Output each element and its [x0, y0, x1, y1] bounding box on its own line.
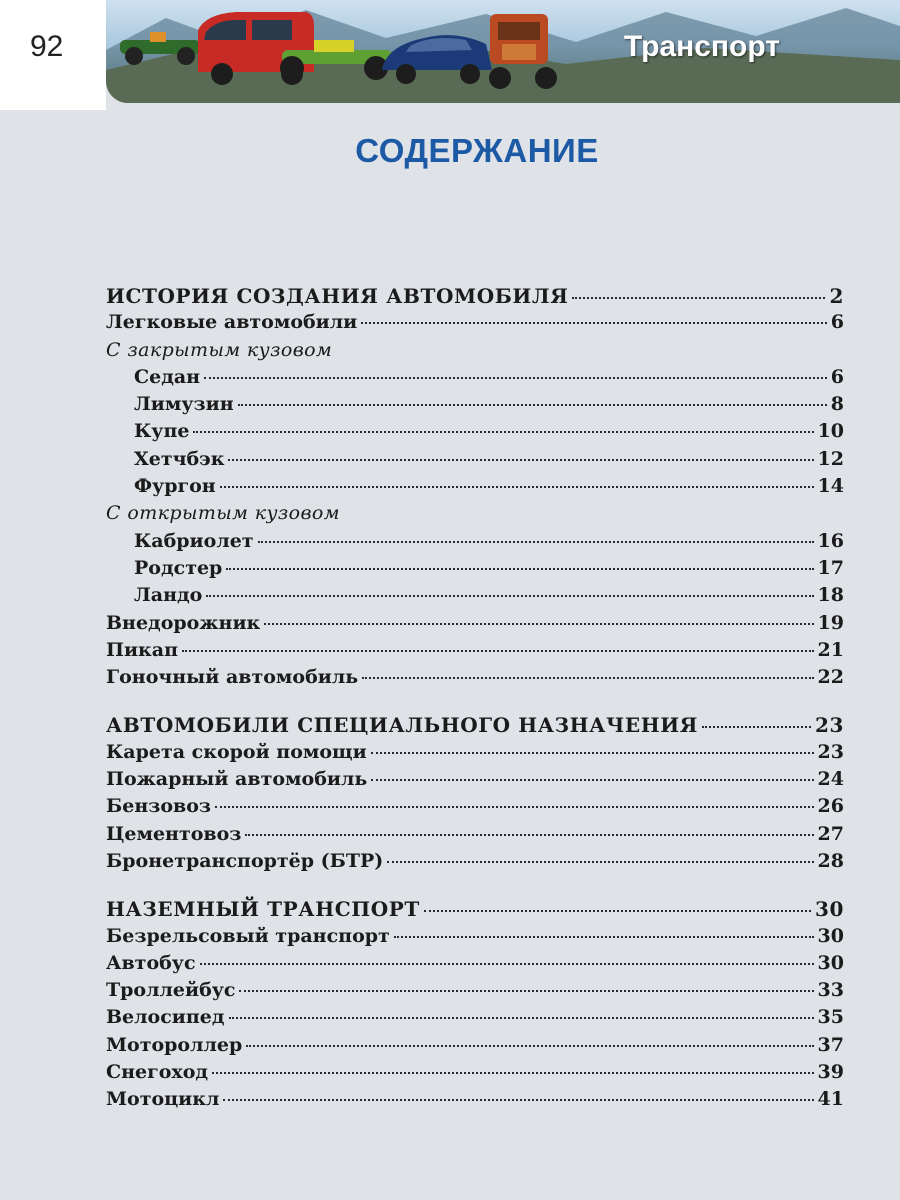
- toc-entry-page: 30: [817, 951, 844, 974]
- toc-entry[interactable]: [106, 502, 844, 529]
- toc-entry-label: Гоночный автомобиль: [106, 666, 359, 689]
- toc-entry[interactable]: [106, 979, 844, 1006]
- toc-entry[interactable]: [106, 557, 844, 584]
- toc-entry-label: ИСТОРИЯ СОЗДАНИЯ АВТОМОБИЛЯ: [106, 284, 569, 308]
- dot-leader: [193, 431, 813, 433]
- toc-entry-label: Велосипед: [106, 1006, 225, 1029]
- toc-entry[interactable]: [106, 448, 844, 475]
- dot-leader: [200, 963, 814, 965]
- toc-entry-page: 23: [814, 713, 844, 738]
- toc-entry[interactable]: [106, 1034, 844, 1061]
- toc-entry[interactable]: [106, 584, 844, 611]
- page-number: 92: [30, 30, 64, 63]
- page-margin: [0, 0, 106, 110]
- toc-entry-page: 17: [817, 556, 844, 579]
- toc-entry-page: 19: [817, 611, 844, 634]
- dot-leader: [226, 568, 813, 570]
- toc-entry[interactable]: [106, 1088, 844, 1115]
- toc-entry-label: Безрельсовый транспорт: [106, 924, 390, 947]
- toc-entry[interactable]: [106, 339, 844, 366]
- toc-entry-page: 26: [817, 795, 844, 818]
- toc-entry-label: Мотороллер: [106, 1033, 243, 1056]
- dot-leader: [572, 297, 825, 299]
- toc-entry-label: Бензовоз: [106, 795, 212, 818]
- toc-entry-label: С открытым кузовом: [106, 502, 340, 525]
- toc-entry-page: 14: [817, 475, 844, 498]
- toc-entry[interactable]: [106, 850, 844, 877]
- toc-entry-label: Ландо: [134, 584, 203, 607]
- toc-entry[interactable]: [106, 952, 844, 979]
- contents-heading: СОДЕРЖАНИЕ: [355, 132, 599, 169]
- toc-entry-label: Родстер: [134, 556, 223, 579]
- toc-entry[interactable]: [106, 768, 844, 795]
- toc-entry-page: 12: [817, 447, 844, 470]
- toc-entry-page: 8: [830, 393, 844, 416]
- toc-entry-page: 33: [817, 979, 844, 1002]
- dot-leader: [182, 650, 814, 652]
- dot-leader: [394, 936, 814, 938]
- toc-entry-page: 6: [830, 365, 844, 388]
- toc-entry-page: 35: [817, 1006, 844, 1029]
- header-banner: [106, 0, 900, 103]
- toc-entry[interactable]: [106, 284, 844, 311]
- toc-entry[interactable]: [106, 897, 844, 924]
- dot-leader: [424, 910, 811, 912]
- toc-entry-label: Мотоцикл: [106, 1088, 220, 1111]
- dot-leader: [387, 861, 813, 863]
- toc-entry-page: 39: [817, 1061, 844, 1084]
- toc-entry-page: 2: [829, 284, 844, 308]
- toc-section: [106, 284, 844, 693]
- toc-entry-page: 30: [814, 897, 844, 922]
- dot-leader: [362, 677, 813, 679]
- toc-entry-label: Карета скорой помощи: [106, 740, 367, 763]
- toc-entry[interactable]: [106, 795, 844, 822]
- toc-entry-page: 23: [817, 740, 844, 763]
- dot-leader: [212, 1072, 813, 1074]
- toc-entry-page: 16: [817, 529, 844, 552]
- toc-entry-label: Седан: [134, 365, 201, 388]
- toc-entry[interactable]: [106, 475, 844, 502]
- toc-entry-label: Бронетранспортёр (БТР): [106, 849, 384, 872]
- table-of-contents: [106, 284, 844, 1136]
- dot-leader: [371, 779, 813, 781]
- toc-entry-page: 24: [817, 768, 844, 791]
- dot-leader: [228, 459, 813, 461]
- toc-entry-label: Внедорожник: [106, 611, 261, 634]
- toc-entry-page: 37: [817, 1033, 844, 1056]
- toc-section: [106, 897, 844, 1115]
- toc-entry[interactable]: [106, 925, 844, 952]
- dot-leader: [204, 377, 827, 379]
- toc-entry[interactable]: [106, 530, 844, 557]
- toc-entry-label: НАЗЕМНЫЙ ТРАНСПОРТ: [106, 897, 420, 922]
- toc-entry-page: 10: [817, 420, 844, 443]
- toc-entry-label: Легковые автомобили: [106, 311, 358, 334]
- dot-leader: [258, 541, 814, 543]
- toc-entry[interactable]: [106, 666, 844, 693]
- toc-entry[interactable]: [106, 393, 844, 420]
- dot-leader: [215, 806, 814, 808]
- toc-entry-label: Купе: [134, 420, 190, 443]
- toc-entry-label: Снегоход: [106, 1061, 209, 1084]
- dot-leader: [246, 1045, 813, 1047]
- toc-entry-label: Цементовоз: [106, 822, 242, 845]
- toc-entry[interactable]: [106, 612, 844, 639]
- toc-entry-label: Автобус: [106, 951, 196, 974]
- toc-entry-page: 21: [817, 638, 844, 661]
- dot-leader: [702, 726, 811, 728]
- toc-entry-label: Кабриолет: [134, 529, 254, 552]
- dot-leader: [220, 486, 814, 488]
- toc-entry-page: 41: [817, 1088, 844, 1111]
- toc-entry[interactable]: [106, 639, 844, 666]
- toc-entry-page: 30: [817, 924, 844, 947]
- toc-entry-label: Пожарный автомобиль: [106, 768, 368, 791]
- toc-section: [106, 713, 844, 877]
- dot-leader: [238, 404, 827, 406]
- dot-leader: [239, 990, 813, 992]
- toc-entry-label: Фургон: [134, 475, 216, 498]
- toc-entry[interactable]: [106, 741, 844, 768]
- toc-entry-page: 27: [817, 822, 844, 845]
- toc-entry[interactable]: [106, 1006, 844, 1033]
- dot-leader: [229, 1017, 814, 1019]
- toc-entry[interactable]: [106, 311, 844, 338]
- dot-leader: [264, 623, 813, 625]
- vehicles-illustration: [106, 0, 900, 103]
- dot-leader: [206, 595, 813, 597]
- toc-entry-label: Хетчбэк: [134, 447, 225, 470]
- dot-leader: [361, 322, 826, 324]
- toc-entry[interactable]: [106, 420, 844, 447]
- toc-entry-page: 18: [817, 584, 844, 607]
- toc-entry-label: АВТОМОБИЛИ СПЕЦИАЛЬНОГО НАЗНАЧЕНИЯ: [106, 713, 698, 738]
- dot-leader: [223, 1099, 813, 1101]
- toc-entry-page: 6: [830, 311, 844, 334]
- toc-entry[interactable]: [106, 713, 844, 740]
- dot-leader: [371, 752, 814, 754]
- toc-entry[interactable]: [106, 823, 844, 850]
- toc-entry-label: Троллейбус: [106, 979, 236, 1002]
- toc-entry[interactable]: [106, 1061, 844, 1088]
- dot-leader: [245, 834, 813, 836]
- toc-entry-label: Лимузин: [134, 393, 234, 416]
- section-title: Транспорт: [623, 30, 780, 63]
- toc-entry-label: Пикап: [106, 638, 178, 661]
- toc-entry-page: 22: [817, 666, 844, 689]
- toc-entry[interactable]: [106, 366, 844, 393]
- toc-entry-page: 28: [817, 849, 844, 872]
- toc-entry-label: С закрытым кузовом: [106, 338, 333, 361]
